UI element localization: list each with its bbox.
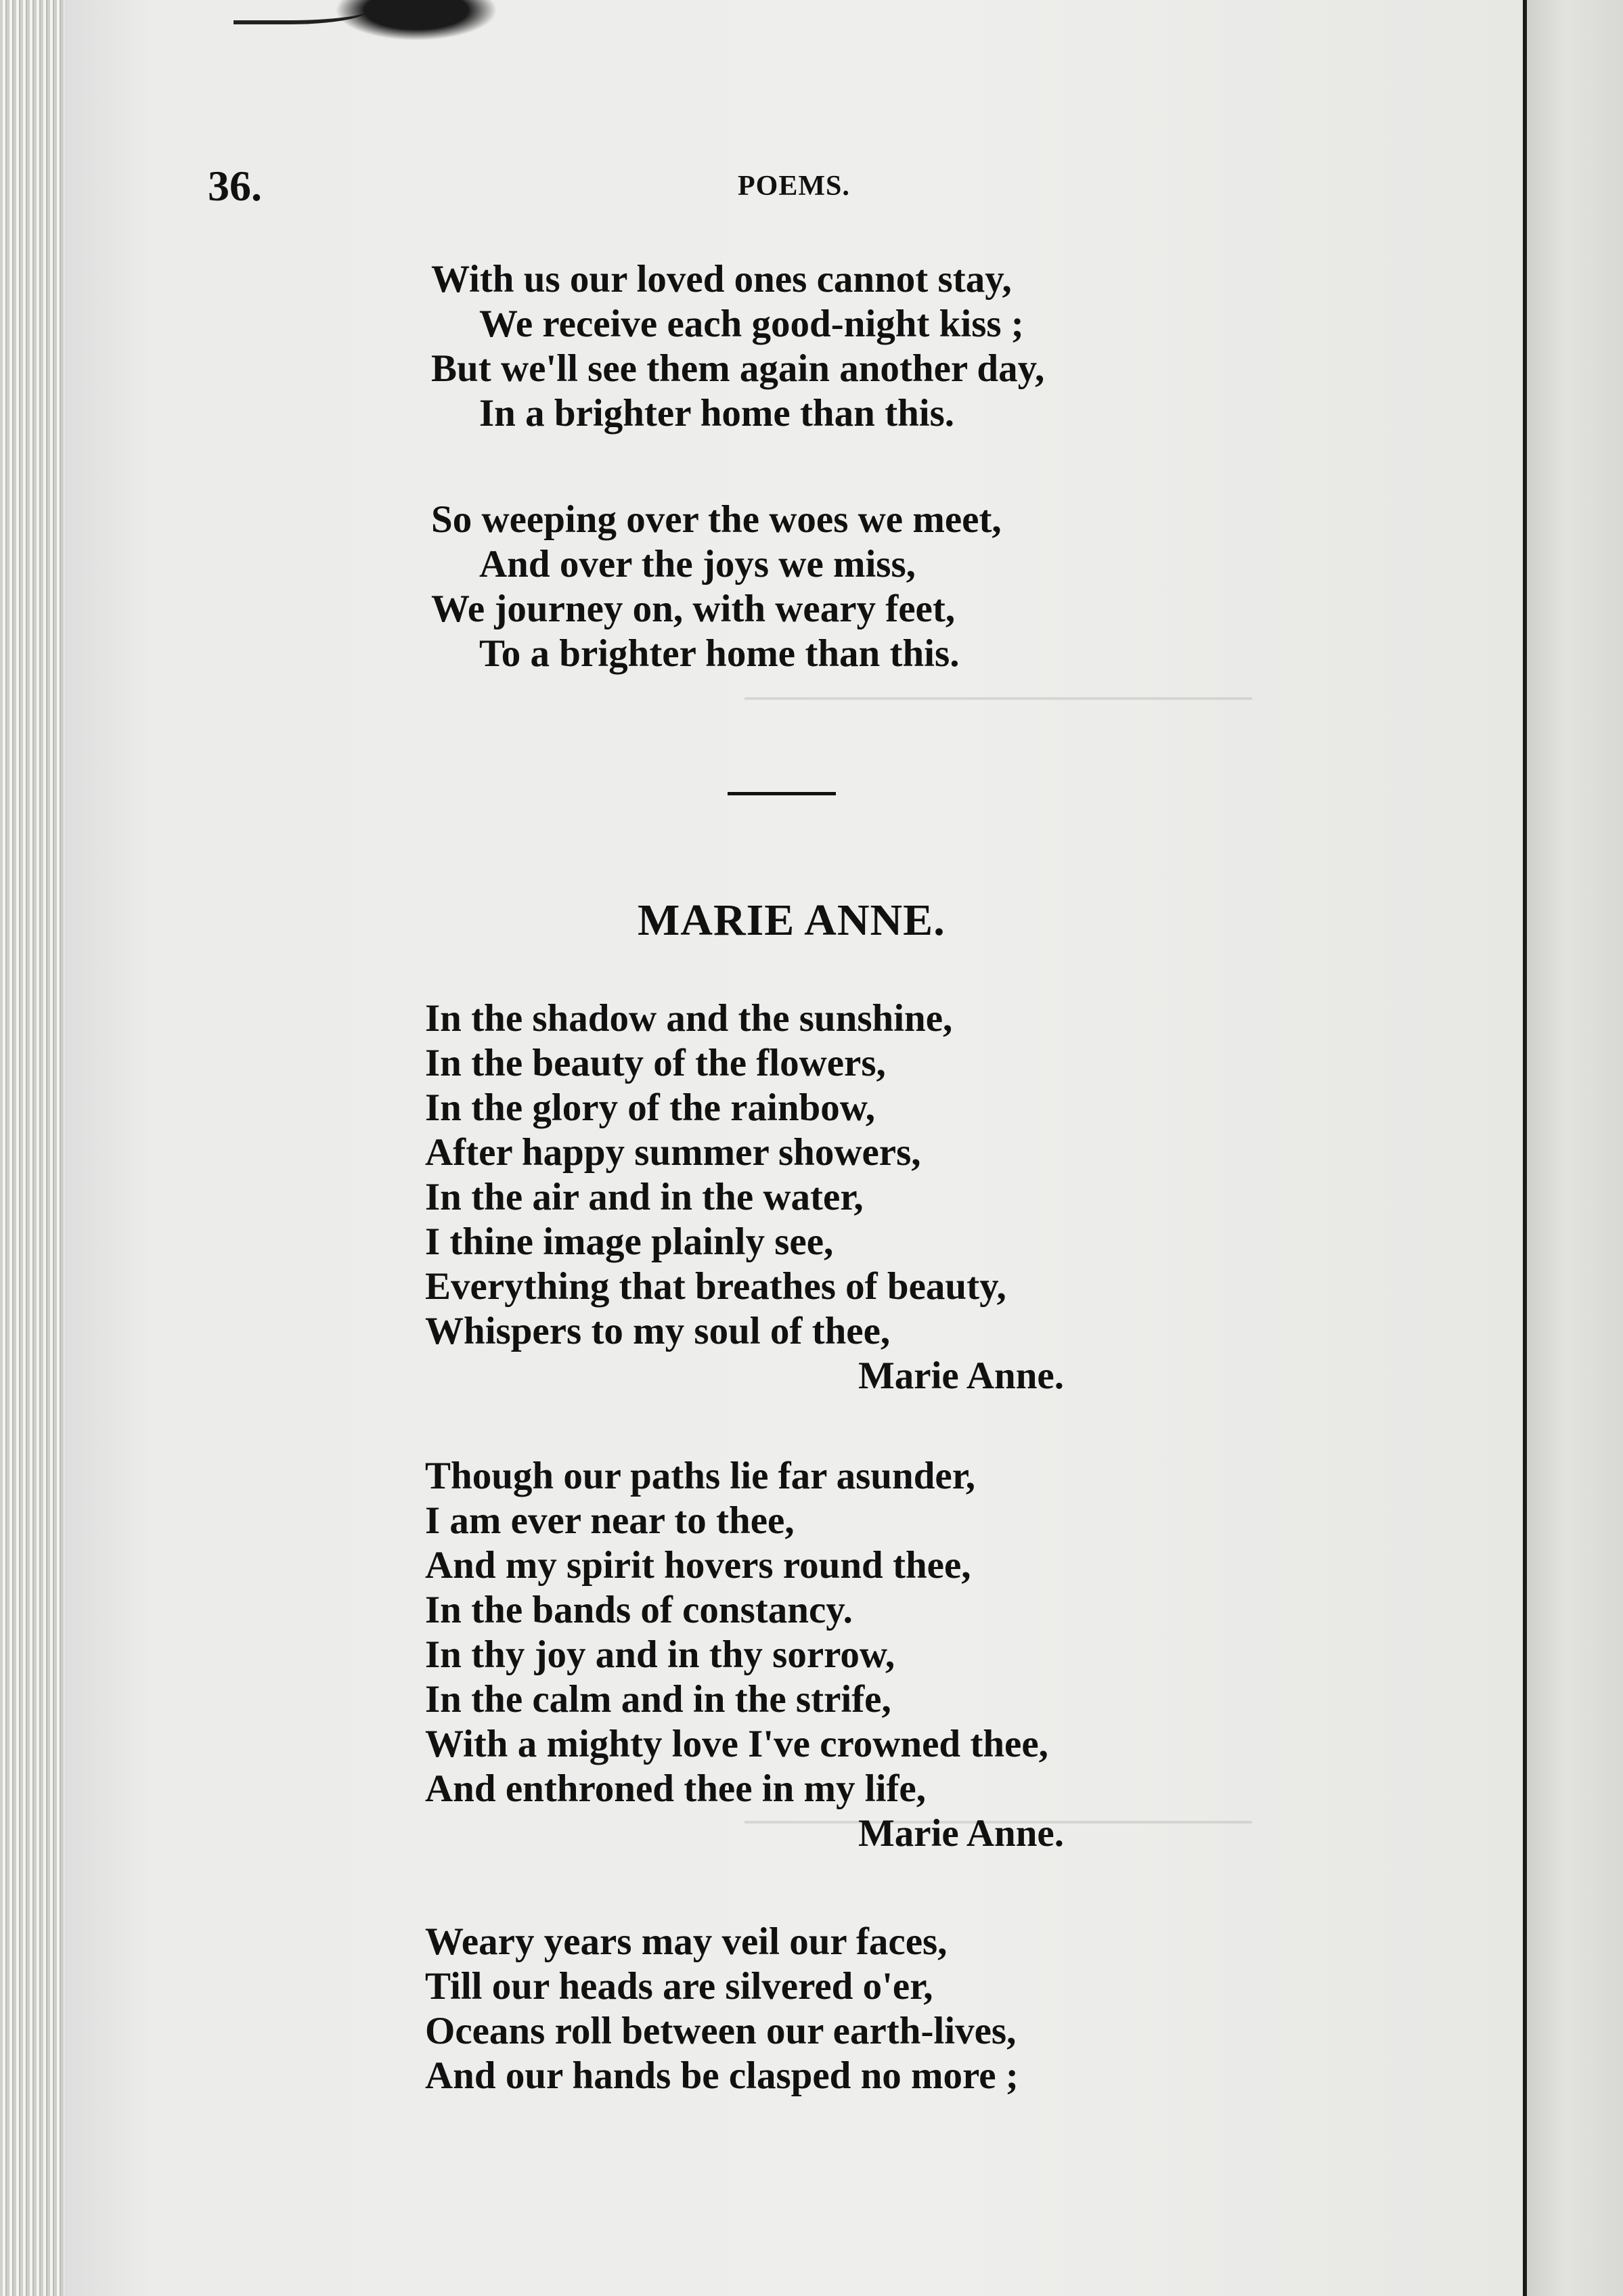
- verse-line: Oceans roll between our earth-lives,: [425, 2010, 1017, 2052]
- ink-blot: [335, 0, 497, 41]
- verse-line: In the calm and in the strife,: [425, 1678, 891, 1721]
- verse-line: Though our paths lie far asunder,: [425, 1455, 976, 1497]
- verse-line: And my spirit hovers round thee,: [425, 1544, 971, 1587]
- verse-line: With a mighty love I've crowned thee,: [425, 1723, 1048, 1765]
- verse-line: In the glory of the rainbow,: [425, 1086, 876, 1129]
- verse-line: I thine image plainly see,: [425, 1220, 834, 1263]
- verse-line: And over the joys we miss,: [479, 543, 916, 586]
- verse-line: And our hands be clasped no more ;: [425, 2054, 1019, 2097]
- verse-line: With us our loved ones cannot stay,: [431, 258, 1012, 301]
- verse-line: We journey on, with weary feet,: [431, 588, 956, 630]
- running-head: [0, 159, 1623, 213]
- verse-signature: Marie Anne.: [858, 1354, 1064, 1397]
- page-number: 36.: [208, 162, 262, 210]
- verse-line: In the shadow and the sunshine,: [425, 997, 953, 1040]
- verse-line: After happy summer showers,: [425, 1131, 921, 1174]
- verse-line: In the bands of constancy.: [425, 1589, 853, 1631]
- page-edges: [0, 0, 64, 2296]
- verse-signature: Marie Anne.: [858, 1812, 1064, 1855]
- verse-line: Weary years may veil our faces,: [425, 1920, 948, 1963]
- verse-line: In the beauty of the flowers,: [425, 1042, 886, 1084]
- verse-line: Everything that breathes of beauty,: [425, 1265, 1006, 1308]
- section-divider: [728, 792, 836, 795]
- verse-line: In a brighter home than this.: [479, 392, 955, 435]
- verse-line: To a brighter home than this.: [479, 632, 960, 675]
- verse-line: Whispers to my soul of thee,: [425, 1310, 891, 1352]
- right-margin: [1527, 0, 1623, 2296]
- verse-line: So weeping over the woes we meet,: [431, 498, 1002, 541]
- verse-line: In thy joy and in thy sorrow,: [425, 1633, 895, 1676]
- verse-line: In the air and in the water,: [425, 1176, 864, 1218]
- verse-line: And enthroned thee in my life,: [425, 1767, 926, 1810]
- verse-line: But we'll see them again another day,: [431, 347, 1045, 390]
- verse-line: I am ever near to thee,: [425, 1499, 795, 1542]
- verse-line: Till our heads are silvered o'er,: [425, 1965, 933, 2008]
- poem-title: MARIE ANNE.: [638, 896, 946, 945]
- running-head-title: POEMS.: [738, 171, 850, 202]
- verse-line: We receive each good-night kiss ;: [479, 303, 1024, 345]
